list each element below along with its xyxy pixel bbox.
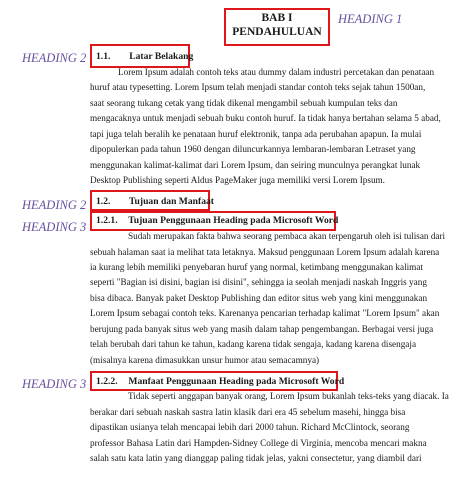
text-line: professor Bahasa Latin dari Hampden-Sidney College di Virginia, mencoba mencari makna: [90, 438, 427, 448]
text-line: seperti "Bagian isi disini, bagian isi disini", sehingga ia seolah menjadi naskah Inggris yang: [90, 277, 427, 287]
chapter-heading: [226, 11, 328, 39]
text-line: menggunakan kalimat-kalimat dari Lorem Ipsum, dan seiring munculnya perangkat lunak: [90, 160, 421, 170]
section-number: 1.2.: [96, 196, 111, 207]
heading1-annotation: HEADING 1: [338, 12, 403, 26]
text-line: huruf atau typesetting. Lorem Ipsum telah menjadi standar contoh teks sejak tahun 1500an,: [90, 82, 426, 92]
text-line: berujung pada banyak situs web yang masih dalam tahap pengembangan. Berbagai versi juga: [90, 324, 434, 334]
section-title: Latar Belakang: [129, 51, 194, 62]
heading2-annotation: HEADING 2: [22, 51, 87, 65]
section-number: 1.2.2.: [96, 376, 118, 387]
heading3-annotation: HEADING 3: [22, 377, 87, 391]
text-line: Lorem Ipsum sebagai contoh teks. Karenanya pencarian terhadap kalimat "Lorem Ipsum" akan: [90, 308, 440, 318]
text-line: saat seorang tukang cetak yang tidak dikenal mengambil sebuah kumpulan teks dan: [90, 98, 398, 108]
text-line: dipastikan usianya telah mencapai lebih dari 2000 tahun. Richard McClintock, seorang: [90, 422, 410, 432]
section-heading: [96, 196, 214, 207]
text-line: mengacaknya untuk menjadi sebuah buku contoh huruf. Ia tidak hanya bertahan selama 5 abad,: [90, 113, 441, 123]
section-number: 1.2.1.: [96, 215, 118, 226]
section-title: Manfaat Penggunaan Heading pada Microsoft Word: [128, 376, 345, 387]
section-number: 1.1.: [96, 51, 111, 62]
text-line: Sudah merupakan fakta bahwa seorang pembaca akan terpengaruh oleh isi tulisan dari: [128, 231, 446, 241]
text-line: Tidak seperti anggapan banyak orang, Lorem Ipsum bukanlah teks-teks yang diacak. Ia: [128, 391, 449, 401]
section-title: Tujuan Penggunaan Heading pada Microsoft Word: [128, 215, 339, 226]
heading2-annotation: HEADING 2: [22, 198, 87, 212]
section-heading: [96, 51, 193, 62]
section-title: Tujuan dan Manfaat: [129, 196, 214, 207]
text-line: salah satu kata latin yang dianggap paling tidak jelas, yakni consectetur, yang diambil dari: [90, 453, 422, 463]
text-line: berakar dari sebuah naskah sastra latin klasik dari era 45 sebelum masehi, hingga bisa: [90, 407, 406, 417]
chapter-label: BAB I: [261, 12, 293, 24]
text-line: ia kurang lebih memiliki penyebaran huruf yang normal, ketimbang menggunakan kalimat: [90, 262, 423, 272]
text-line: bisa dibaca. Banyak paket Desktop Publishing dan editor situs web yang kini menggunakan: [90, 293, 428, 303]
text-line: sebuah halaman saat ia melihat tata letaknya. Maksud penggunaan Lorem Ipsum adalah karena: [90, 247, 440, 257]
text-line: (misalnya karena dimasukkan unsur humor atau semacamnya): [90, 355, 320, 365]
heading3-annotation: HEADING 3: [22, 220, 87, 234]
chapter-title: PENDAHULUAN: [232, 26, 322, 38]
subsection-heading: [96, 376, 344, 387]
text-line: tapi juga telah beralih ke penataan huruf elektronik, tanpa ada perubahan apapun. Ia mulai: [90, 129, 422, 139]
subsection-heading: [96, 215, 338, 226]
text-line: dipopulerkan pada tahun 1960 dengan diluncurkannya lembaran-lembaran Letraset yang: [90, 144, 416, 154]
text-line: Desktop Publishing seperti Aldus PageMaker juga memiliki versi Lorem Ipsum.: [90, 175, 385, 185]
text-line: Lorem Ipsum adalah contoh teks atau dummy dalam industri percetakan dan penataan: [118, 67, 435, 77]
text-line: telah berubah dari tahun ke tahun, kadang karena tidak sengaja, kadang karena disengaja: [90, 339, 417, 349]
